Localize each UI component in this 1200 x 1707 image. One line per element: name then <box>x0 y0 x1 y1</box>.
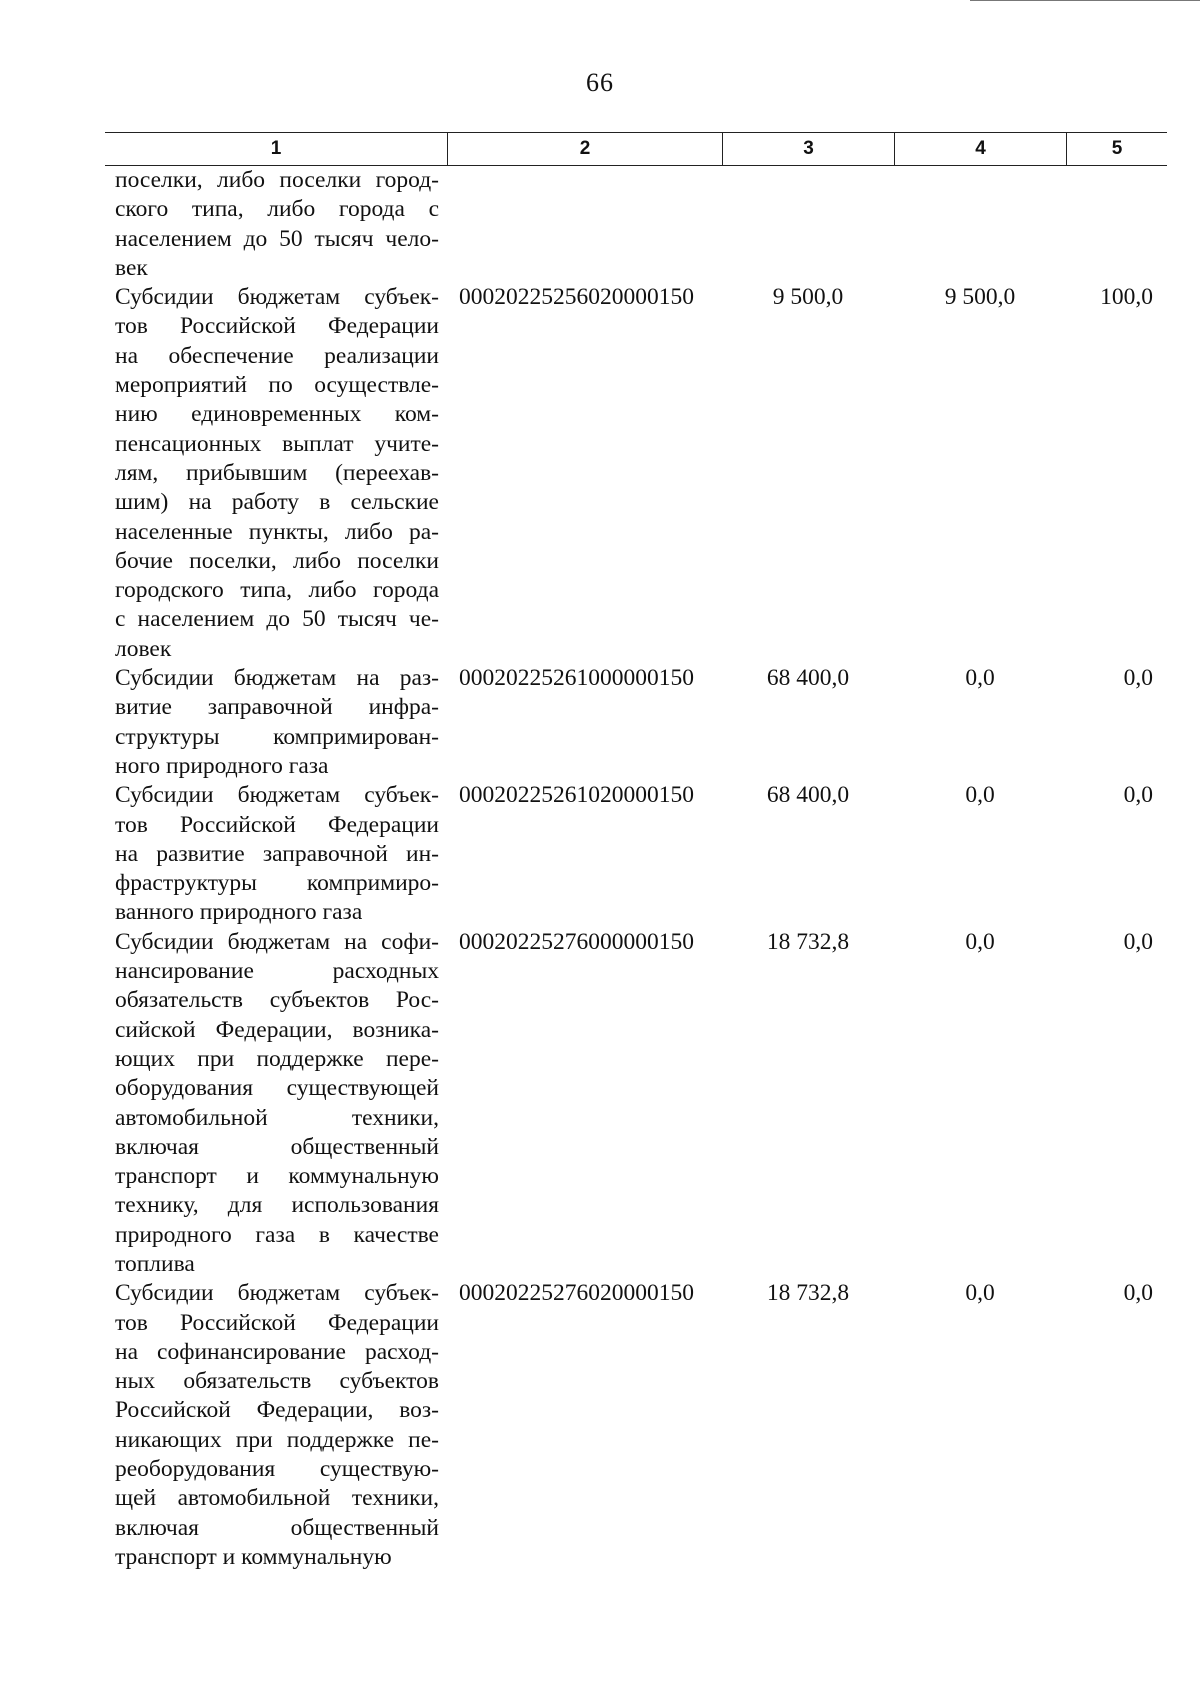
row-name-line: транспорт и коммунальную <box>115 1163 439 1190</box>
row-col4-cell: 0,0 <box>965 665 995 692</box>
row-code-cell: 00020225261000000150 <box>459 665 694 692</box>
row-name-line: Субсидии бюджетам на софи- <box>115 928 439 955</box>
row-name-cell <box>105 1279 447 1572</box>
table-row <box>105 1279 1167 1572</box>
row-name-line: шим) на работу в сельские <box>115 489 439 516</box>
row-name-line: ного природного газа <box>115 752 329 779</box>
row-name-line: век <box>115 254 148 281</box>
row-name-line: тов Российской Федерации <box>115 811 439 838</box>
table-body <box>105 166 1167 1572</box>
row-col5-cell: 0,0 <box>1123 1280 1153 1307</box>
row-name-line: Субсидии бюджетам на раз- <box>115 665 439 692</box>
row-name-line: ющих при поддержке пере- <box>115 1045 439 1072</box>
row-name-line: тов Российской Федерации <box>115 1309 439 1336</box>
row-name-line: нансирование расходных <box>115 958 439 985</box>
row-name-line: никающих при поддержке пе- <box>115 1426 439 1453</box>
row-name-line: населенные пункты, либо ра- <box>115 518 439 545</box>
row-code-cell: 00020225276020000150 <box>459 1280 694 1307</box>
table-row <box>105 928 1167 1280</box>
row-name-line: нию единовременных ком- <box>115 401 439 428</box>
header-col-3: 3 <box>722 133 894 165</box>
row-col5-cell <box>1066 166 1167 283</box>
row-col4-cell: 0,0 <box>965 1280 995 1307</box>
header-col-2: 2 <box>447 133 722 165</box>
row-col3-cell: 9 500,0 <box>772 284 844 311</box>
row-name-line: ловек <box>115 635 172 662</box>
row-name-cell <box>105 166 447 283</box>
row-col4-cell: 9 500,0 <box>944 284 1016 311</box>
page-number: 66 <box>586 68 614 97</box>
row-name-line: ского типа, либо города с <box>115 196 439 223</box>
row-name-line: населением до 50 тысяч чело- <box>115 225 439 252</box>
row-name-line: топлива <box>115 1250 195 1277</box>
row-name-cell <box>105 781 447 927</box>
row-name-line: ных обязательств субъектов <box>115 1368 439 1395</box>
header-col-1: 1 <box>270 138 282 159</box>
row-name-line: обязательств субъектов Рос- <box>115 987 439 1014</box>
row-name-line: витие заправочной инфра- <box>115 694 439 721</box>
row-col5-cell: 100,0 <box>1100 284 1153 311</box>
row-name-line: Субсидии бюджетам субъек- <box>115 1280 439 1307</box>
scan-edge-rule <box>970 0 1200 1</box>
table-row <box>105 166 1167 283</box>
row-name-line: тов Российской Федерации <box>115 313 439 340</box>
row-col4-cell: 0,0 <box>965 928 995 955</box>
row-name-line: лям, прибывшим (переехав- <box>115 459 439 486</box>
row-name-cell <box>105 928 447 1280</box>
row-name-line: мероприятий по осуществле- <box>115 372 439 399</box>
row-col3-cell: 18 732,8 <box>766 928 850 955</box>
table-row <box>105 283 1167 664</box>
row-col3-cell: 18 732,8 <box>766 1280 850 1307</box>
row-name-line: фраструктуры компримиро- <box>115 870 439 897</box>
row-name-line: на развитие заправочной ин- <box>115 840 439 867</box>
row-name-line: включая общественный <box>115 1514 439 1541</box>
row-name-line: Субсидии бюджетам субъек- <box>115 284 439 311</box>
row-code-cell: 00020225261020000150 <box>459 782 694 809</box>
row-col3-cell: 68 400,0 <box>766 782 850 809</box>
row-name-line: щей автомобильной техники, <box>115 1485 439 1512</box>
header-col-4: 4 <box>894 133 1066 165</box>
row-name-line: транспорт и коммунальную <box>115 1543 392 1570</box>
row-col4-cell <box>894 166 1066 283</box>
row-col5-cell: 0,0 <box>1123 928 1153 955</box>
header-col-5: 5 <box>1066 133 1167 165</box>
table-row <box>105 664 1167 781</box>
row-col4-cell: 0,0 <box>965 782 995 809</box>
row-name-line: ванного природного газа <box>115 899 363 926</box>
row-name-line: сийской Федерации, возника- <box>115 1016 439 1043</box>
row-name-line: Субсидии бюджетам субъек- <box>115 782 439 809</box>
row-col3-cell: 68 400,0 <box>766 665 850 692</box>
row-name-line: Российской Федерации, воз- <box>115 1397 439 1424</box>
row-col5-cell: 0,0 <box>1123 665 1153 692</box>
row-name-line: автомобильной техники, <box>115 1104 439 1131</box>
row-name-line: поселки, либо поселки город- <box>115 167 439 193</box>
row-name-cell <box>105 283 447 664</box>
row-name-line: городского типа, либо города <box>115 577 439 604</box>
row-col3-cell <box>722 166 894 283</box>
row-name-cell <box>105 664 447 781</box>
row-name-line: природного газа в качестве <box>115 1221 439 1248</box>
row-name-line: на обеспечение реализации <box>115 342 439 369</box>
row-code-cell: 00020225276000000150 <box>459 928 694 955</box>
row-name-line: бочие поселки, либо поселки <box>115 547 439 574</box>
row-col5-cell: 0,0 <box>1123 782 1153 809</box>
budget-table <box>105 132 1167 1572</box>
row-name-line: реоборудования существую- <box>115 1456 439 1483</box>
row-name-line: структуры компримирован- <box>115 723 439 750</box>
table-header-row <box>105 132 1167 166</box>
row-name-line: технику, для использования <box>115 1192 439 1219</box>
row-name-line: оборудования существующей <box>115 1075 439 1102</box>
row-name-line: на софинансирование расход- <box>115 1338 439 1365</box>
row-code-cell: 00020225256020000150 <box>459 284 694 311</box>
row-name-line: включая общественный <box>115 1133 439 1160</box>
row-name-line: с населением до 50 тысяч че- <box>115 606 439 633</box>
row-code-cell <box>447 166 722 283</box>
row-name-line: пенсационных выплат учите- <box>115 430 439 457</box>
table-row <box>105 781 1167 927</box>
